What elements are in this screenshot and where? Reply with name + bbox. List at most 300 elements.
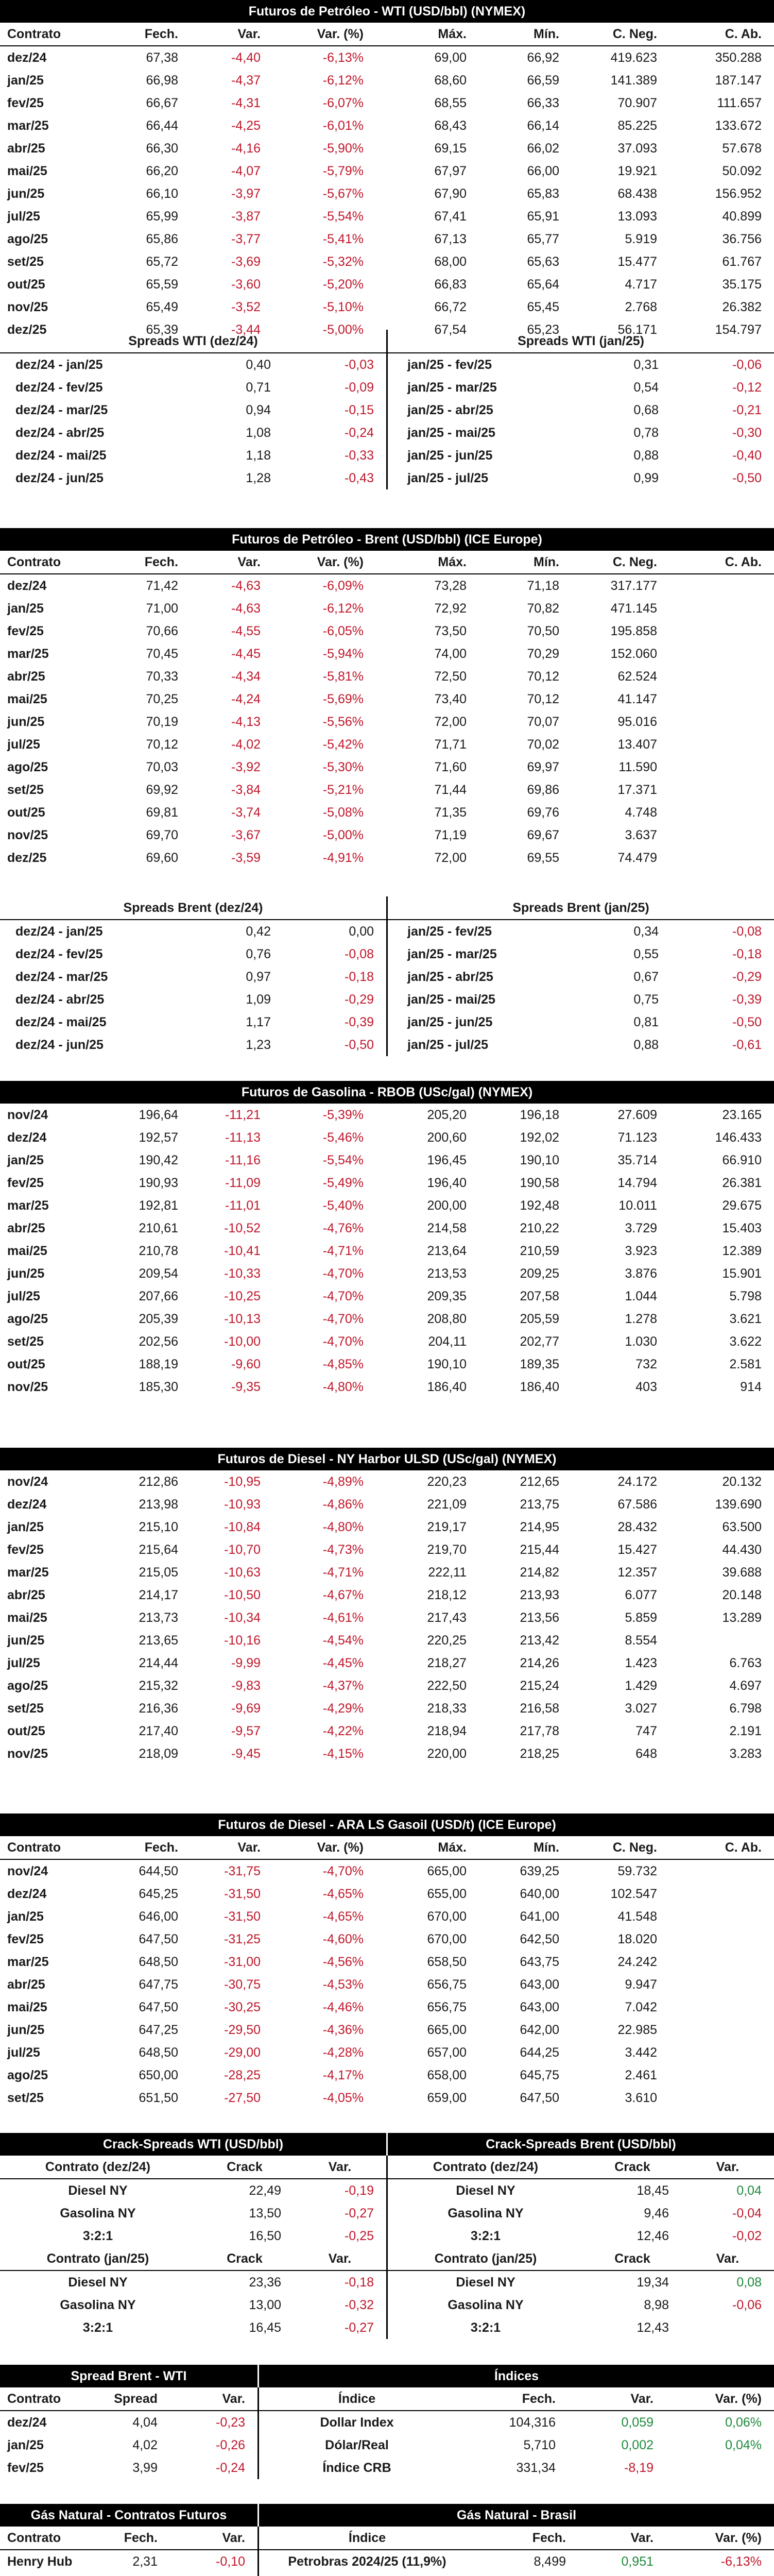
value-cell: -5,08%: [322, 805, 364, 820]
value-cell: -4,70%: [322, 1289, 364, 1303]
value-cell: 13.407: [617, 737, 657, 752]
value-cell: [88, 2573, 170, 2576]
value-cell: 18,45: [637, 2183, 669, 2198]
value-cell: [669, 710, 774, 733]
table-row: [0, 965, 386, 988]
value-cell: -5,67%: [322, 186, 364, 201]
value-cell: 641,00: [520, 1909, 559, 1924]
value-cell: 16,50: [249, 2228, 281, 2243]
value-cell: 192,57: [139, 1130, 178, 1145]
value-cell: -3,77: [231, 231, 261, 246]
contract-cell: dez/24: [7, 50, 47, 65]
value-cell: -0,24: [216, 2460, 245, 2475]
value-cell: 2.461: [625, 2067, 657, 2082]
value-cell: 36.756: [722, 231, 762, 246]
table-row: [0, 205, 774, 228]
spread-label: dez/24 - mai/25: [15, 1014, 107, 1029]
spread-label: dez/24 - mai/25: [15, 448, 107, 463]
value-cell: -4,54%: [322, 1633, 364, 1648]
value-cell: [669, 2087, 774, 2109]
contract-cell: jan/25: [7, 1519, 44, 1534]
value-cell: 643,75: [520, 1954, 559, 1969]
column-header: Contrato: [0, 1836, 98, 1859]
value-cell: 3.442: [625, 2045, 657, 2060]
value-cell: 196,18: [520, 1107, 559, 1122]
value-cell: -9,57: [231, 1723, 261, 1738]
value-cell: 66,02: [527, 141, 559, 156]
table-row: [0, 1376, 774, 1398]
row-label: 3:2:1: [470, 2320, 501, 2335]
value-cell: 17.371: [617, 782, 657, 797]
value-cell: 0,88: [633, 1037, 659, 1052]
value-cell: 66,30: [146, 141, 178, 156]
value-cell: -0,40: [732, 448, 762, 463]
indices-panel: [257, 2387, 774, 2479]
row-label: jan/25: [7, 2437, 44, 2452]
var-col-header: Var.: [681, 2247, 774, 2270]
contract-cell: jul/25: [7, 737, 40, 752]
table-row: [0, 1538, 774, 1561]
value-cell: 207,58: [520, 1289, 559, 1303]
table-row: [388, 943, 774, 965]
table-row: [0, 1629, 774, 1652]
value-cell: -5,54%: [322, 209, 364, 224]
gasoil-futures-title: Futuros de Diesel - ARA LS Gasoil (USD/t) (ICE Europe): [0, 1814, 774, 1836]
value-cell: 15.477: [617, 254, 657, 269]
gas-brasil-panel: [257, 2527, 774, 2576]
value-cell: -4,91%: [322, 850, 364, 865]
value-cell: -4,73%: [322, 1542, 364, 1557]
spread-label: jan/25 - mai/25: [407, 992, 495, 1007]
value-cell: 3.283: [729, 1746, 762, 1761]
value-cell: 72,92: [434, 601, 467, 616]
value-cell: -4,80%: [322, 1519, 364, 1534]
value-cell: -5,41%: [322, 231, 364, 246]
value-cell: 645,25: [139, 1886, 178, 1901]
value-cell: 74,00: [434, 646, 467, 661]
value-cell: -0,27: [345, 2206, 374, 2221]
value-cell: 68,00: [434, 254, 467, 269]
table-row: [0, 1104, 774, 1126]
value-cell: [669, 597, 774, 620]
value-cell: 185,30: [139, 1379, 178, 1394]
value-cell: 209,35: [427, 1289, 467, 1303]
table-row: [0, 1217, 774, 1240]
crack-brent-panel: [386, 2156, 774, 2339]
value-cell: -6,09%: [322, 578, 364, 593]
table-row: [0, 2456, 257, 2479]
value-cell: 70,19: [146, 714, 178, 729]
value-cell: 187.147: [715, 73, 762, 88]
value-cell: -4,25: [231, 118, 261, 133]
row-label: Diesel NY: [68, 2183, 128, 2198]
value-cell: 0,78: [633, 425, 659, 440]
value-cell: [669, 642, 774, 665]
value-cell: 192,81: [139, 1198, 178, 1213]
value-cell: 139.690: [715, 1497, 762, 1512]
table-row: [0, 1883, 774, 1905]
value-cell: 18.020: [617, 1931, 657, 1946]
contract-cell: dez/25: [7, 850, 47, 865]
value-cell: 0,42: [246, 924, 271, 939]
contract-cell: mar/25: [7, 1565, 49, 1580]
table-row: [0, 2550, 257, 2573]
value-cell: 659,00: [427, 2090, 467, 2105]
value-cell: -5,69%: [322, 691, 364, 706]
table-row: [0, 1584, 774, 1606]
row-label: Índice CRB: [322, 2460, 391, 2475]
contract-cell: dez/24: [7, 578, 47, 593]
table-row: [0, 1149, 774, 1172]
value-cell: 195.858: [610, 623, 657, 638]
value-cell: 4,04: [132, 2415, 158, 2430]
table-row: [259, 2411, 774, 2434]
value-cell: 156.952: [715, 186, 762, 201]
value-cell: -4,70%: [322, 1311, 364, 1326]
row-label: Gasolina NY: [60, 2206, 136, 2221]
spread-label: jan/25 - jul/25: [407, 1037, 489, 1052]
crack-col-header: Crack: [196, 2247, 294, 2270]
value-cell: 204,11: [428, 1334, 467, 1349]
column-header: Mín.: [479, 551, 572, 574]
contract-cell: jan/25: [7, 1153, 44, 1167]
value-cell: 644,25: [520, 2045, 559, 2060]
contract-cell: jul/25: [7, 2045, 40, 2060]
table-row: [0, 1996, 774, 2019]
table-row: [0, 376, 386, 399]
value-cell: -0,06: [732, 357, 762, 372]
spread-label: dez/24 - jun/25: [15, 1037, 104, 1052]
table-row: [388, 2179, 774, 2202]
value-cell: 658,50: [427, 1954, 467, 1969]
value-cell: -31,75: [224, 1863, 261, 1878]
column-header: Contrato: [0, 2527, 88, 2550]
table-row: [259, 2456, 774, 2479]
value-cell: 670,00: [427, 1931, 467, 1946]
value-cell: -0,26: [216, 2437, 245, 2452]
value-cell: -4,85%: [322, 1357, 364, 1371]
value-cell: -10,25: [224, 1289, 261, 1303]
contract-cell: mai/25: [7, 1610, 47, 1625]
value-cell: 220,25: [427, 1633, 467, 1648]
table-row: [0, 1240, 774, 1262]
value-cell: -4,71%: [322, 1243, 364, 1258]
value-cell: 66,59: [527, 73, 559, 88]
value-cell: 350.288: [715, 50, 762, 65]
spread-label: jan/25 - mar/25: [407, 946, 497, 961]
contract-cell: mai/25: [7, 163, 47, 178]
table-row: [0, 1561, 774, 1584]
value-cell: -3,87: [231, 209, 261, 224]
contract-cell: dez/24: [7, 1130, 47, 1145]
value-cell: -0,18: [732, 946, 762, 961]
contract-cell: nov/25: [7, 299, 48, 314]
table-row: [0, 1973, 774, 1996]
value-cell: 1,09: [246, 992, 271, 1007]
column-header: Contrato: [0, 2387, 88, 2411]
contract-cell: mar/25: [7, 118, 49, 133]
table-row: [0, 2316, 386, 2339]
value-cell: 65,83: [527, 186, 559, 201]
value-cell: 71,19: [434, 827, 467, 842]
value-cell: 0,94: [246, 402, 271, 417]
column-header: Var.: [578, 2527, 666, 2550]
gas-brasil-title: Gás Natural - Brasil: [257, 2504, 774, 2527]
column-header: Fech.: [455, 2387, 568, 2411]
value-cell: 15.901: [722, 1266, 762, 1281]
value-cell: -0,03: [345, 357, 374, 372]
contract-cell: abr/25: [7, 1587, 45, 1602]
value-cell: 59.732: [617, 1863, 657, 1878]
value-cell: 111.657: [717, 95, 762, 110]
value-cell: 152.060: [610, 646, 657, 661]
value-cell: 1.044: [625, 1289, 657, 1303]
spread-bw-title: Spread Brent - WTI: [0, 2365, 257, 2387]
contract-cell: mai/25: [7, 691, 47, 706]
table-row: [388, 444, 774, 467]
table-row: [0, 824, 774, 846]
contract-cell: mar/25: [7, 1198, 49, 1213]
value-cell: -9,99: [231, 1655, 261, 1670]
value-cell: -4,40: [231, 50, 261, 65]
value-cell: -8,19: [624, 2460, 653, 2475]
value-cell: 37.093: [617, 141, 657, 156]
value-cell: -10,41: [224, 1243, 261, 1258]
value-cell: 0,06%: [725, 2415, 762, 2430]
value-cell: 212,86: [139, 1474, 178, 1489]
value-cell: 192,48: [520, 1198, 559, 1213]
value-cell: 221,09: [427, 1497, 467, 1512]
table-row: [0, 801, 774, 824]
value-cell: 13,00: [249, 2297, 281, 2312]
contract-cell: nov/24: [7, 1107, 48, 1122]
value-cell: -4,65%: [322, 1886, 364, 1901]
table-row: [0, 353, 386, 376]
crack-brent-title: Crack-Spreads Brent (USD/bbl): [386, 2133, 774, 2156]
value-cell: 218,33: [427, 1701, 467, 1716]
table-row: [259, 2434, 774, 2456]
value-cell: 647,50: [520, 2090, 559, 2105]
table-row: [0, 228, 774, 250]
contract-cell: abr/25: [7, 1977, 45, 1992]
value-cell: 646,00: [139, 1909, 178, 1924]
brent-futures-table: [0, 551, 774, 869]
value-cell: 69,97: [527, 759, 559, 774]
value-cell: -9,83: [231, 1678, 261, 1693]
table-row: [0, 1330, 774, 1353]
crack-wti-dez-label: Contrato (dez/24): [0, 2156, 196, 2179]
wti-spreads-dez-panel: [0, 330, 386, 489]
value-cell: 70,82: [527, 601, 559, 616]
value-cell: 190,10: [520, 1153, 559, 1167]
column-header: Contrato: [0, 551, 98, 574]
value-cell: 74.479: [617, 850, 657, 865]
value-cell: -4,28%: [322, 2045, 364, 2060]
value-cell: 62.524: [617, 669, 657, 684]
value-cell: -10,16: [224, 1633, 261, 1648]
contract-cell: dez/24: [7, 1497, 47, 1512]
value-cell: 213,53: [427, 1266, 467, 1281]
value-cell: -4,53%: [322, 1977, 364, 1992]
value-cell: 12,46: [637, 2228, 669, 2243]
value-cell: 213,93: [520, 1587, 559, 1602]
ulsd-futures-table: [0, 1470, 774, 1765]
row-label: Henry Hub: [7, 2554, 73, 2569]
column-header: Var. (%): [273, 1836, 376, 1859]
value-cell: -10,95: [224, 1474, 261, 1489]
table-row: [0, 1194, 774, 1217]
value-cell: 66,00: [527, 163, 559, 178]
value-cell: 66,33: [527, 95, 559, 110]
value-cell: 3.923: [625, 1243, 657, 1258]
table-row: [0, 1262, 774, 1285]
table-row: [0, 444, 386, 467]
value-cell: 471.145: [610, 601, 657, 616]
value-cell: -6,01%: [322, 118, 364, 133]
value-cell: 219,70: [427, 1542, 467, 1557]
value-cell: 70,33: [146, 669, 178, 684]
value-cell: 154.797: [715, 322, 762, 337]
gas-futures-title: Gás Natural - Contratos Futuros: [0, 2504, 257, 2527]
crack-wti-panel: [0, 2156, 386, 2339]
value-cell: 40.899: [722, 209, 762, 224]
value-cell: -5,54%: [322, 1153, 364, 1167]
contract-cell: mar/25: [7, 1954, 49, 1969]
table-row: [0, 1859, 774, 1883]
contract-cell: abr/25: [7, 669, 45, 684]
value-cell: [681, 2316, 774, 2339]
value-cell: 1.429: [625, 1678, 657, 1693]
spread-label: jan/25 - abr/25: [407, 969, 493, 984]
table-row: [388, 421, 774, 444]
table-row: [0, 1308, 774, 1330]
row-label: Diesel NY: [456, 2275, 515, 2290]
value-cell: 13,50: [249, 2206, 281, 2221]
column-header: Var.: [170, 2387, 257, 2411]
value-cell: 0,00: [349, 924, 374, 939]
value-cell: 216,36: [139, 1701, 178, 1716]
spread-label: dez/24 - fev/25: [15, 380, 103, 395]
table-row: [0, 1172, 774, 1194]
table-row: [0, 421, 386, 444]
crack-spreads-section: [0, 2133, 774, 2339]
value-cell: 210,61: [139, 1221, 178, 1235]
value-cell: 190,58: [520, 1175, 559, 1190]
value-cell: 19.921: [617, 163, 657, 178]
value-cell: [666, 2456, 774, 2479]
value-cell: 68,43: [434, 118, 467, 133]
value-cell: 0,67: [633, 969, 659, 984]
value-cell: -4,63: [231, 601, 261, 616]
table-row: [388, 1011, 774, 1033]
value-cell: -0,10: [216, 2554, 245, 2569]
table-row: [0, 1606, 774, 1629]
column-header: Spread: [88, 2387, 170, 2411]
value-cell: 656,75: [427, 1977, 467, 1992]
value-cell: 70,12: [527, 691, 559, 706]
value-cell: 190,42: [139, 1153, 178, 1167]
table-row: [388, 988, 774, 1011]
brent-spreads-jan-title: Spreads Brent (jan/25): [388, 896, 774, 920]
value-cell: 2.191: [729, 1723, 762, 1738]
value-cell: 73,28: [434, 578, 467, 593]
value-cell: -11,01: [225, 1198, 261, 1213]
value-cell: 670,00: [427, 1909, 467, 1924]
column-header: Máx.: [376, 551, 479, 574]
brent-spreads-dez-title: Spreads Brent (dez/24): [0, 896, 386, 920]
value-cell: 215,64: [139, 1542, 178, 1557]
value-cell: 642,50: [520, 1931, 559, 1946]
spread-label: jan/25 - mai/25: [407, 425, 495, 440]
value-cell: -0,50: [732, 470, 762, 485]
contract-cell: abr/25: [7, 1221, 45, 1235]
value-cell: [669, 2019, 774, 2041]
value-cell: 6.077: [625, 1587, 657, 1602]
value-cell: -4,63: [231, 578, 261, 593]
row-label: 3:2:1: [470, 2228, 501, 2243]
value-cell: 85.225: [617, 118, 657, 133]
wti-futures-table: [0, 23, 774, 341]
value-cell: 213,75: [520, 1497, 559, 1512]
value-cell: 70,50: [527, 623, 559, 638]
table-row: [0, 2434, 257, 2456]
value-cell: 218,25: [520, 1746, 559, 1761]
column-header: C. Neg.: [572, 23, 669, 46]
value-cell: 213,56: [520, 1610, 559, 1625]
value-cell: 209,25: [520, 1266, 559, 1281]
value-cell: -11,16: [225, 1153, 261, 1167]
table-row: [0, 920, 386, 943]
column-header: Var. (%): [273, 551, 376, 574]
value-cell: -10,52: [224, 1221, 261, 1235]
value-cell: -0,15: [345, 402, 374, 417]
value-cell: -6,13%: [720, 2554, 762, 2569]
value-cell: 133.672: [715, 118, 762, 133]
value-cell: 196,45: [427, 1153, 467, 1167]
value-cell: 1,18: [246, 448, 271, 463]
value-cell: 12.389: [722, 1243, 762, 1258]
value-cell: -0,18: [345, 969, 374, 984]
value-cell: 215,05: [139, 1565, 178, 1580]
row-label: fev/25: [7, 2460, 44, 2475]
value-cell: 63.500: [722, 1519, 762, 1534]
value-cell: 65,91: [527, 209, 559, 224]
wti-spreads-section: [0, 330, 774, 489]
value-cell: [669, 2064, 774, 2087]
table-row: [0, 467, 386, 489]
value-cell: [669, 733, 774, 756]
value-cell: -11,21: [225, 1107, 261, 1122]
value-cell: 20.148: [722, 1587, 762, 1602]
value-cell: 215,32: [139, 1678, 178, 1693]
value-cell: 35.175: [722, 277, 762, 292]
value-cell: 104,316: [509, 2415, 556, 2430]
value-cell: -4,46%: [322, 1999, 364, 2014]
value-cell: 189,35: [520, 1357, 559, 1371]
value-cell: 70,02: [527, 737, 559, 752]
value-cell: 2,31: [132, 2554, 158, 2569]
value-cell: 68,55: [434, 95, 467, 110]
value-cell: -0,43: [345, 470, 374, 485]
value-cell: 217,43: [427, 1610, 467, 1625]
brent-futures-header-row: [0, 551, 774, 574]
value-cell: 39.688: [722, 1565, 762, 1580]
value-cell: 66,98: [146, 73, 178, 88]
value-cell: 41.548: [617, 1909, 657, 1924]
value-cell: -0,61: [732, 1037, 762, 1052]
value-cell: -0,08: [732, 924, 762, 939]
table-row: [0, 2179, 386, 2202]
